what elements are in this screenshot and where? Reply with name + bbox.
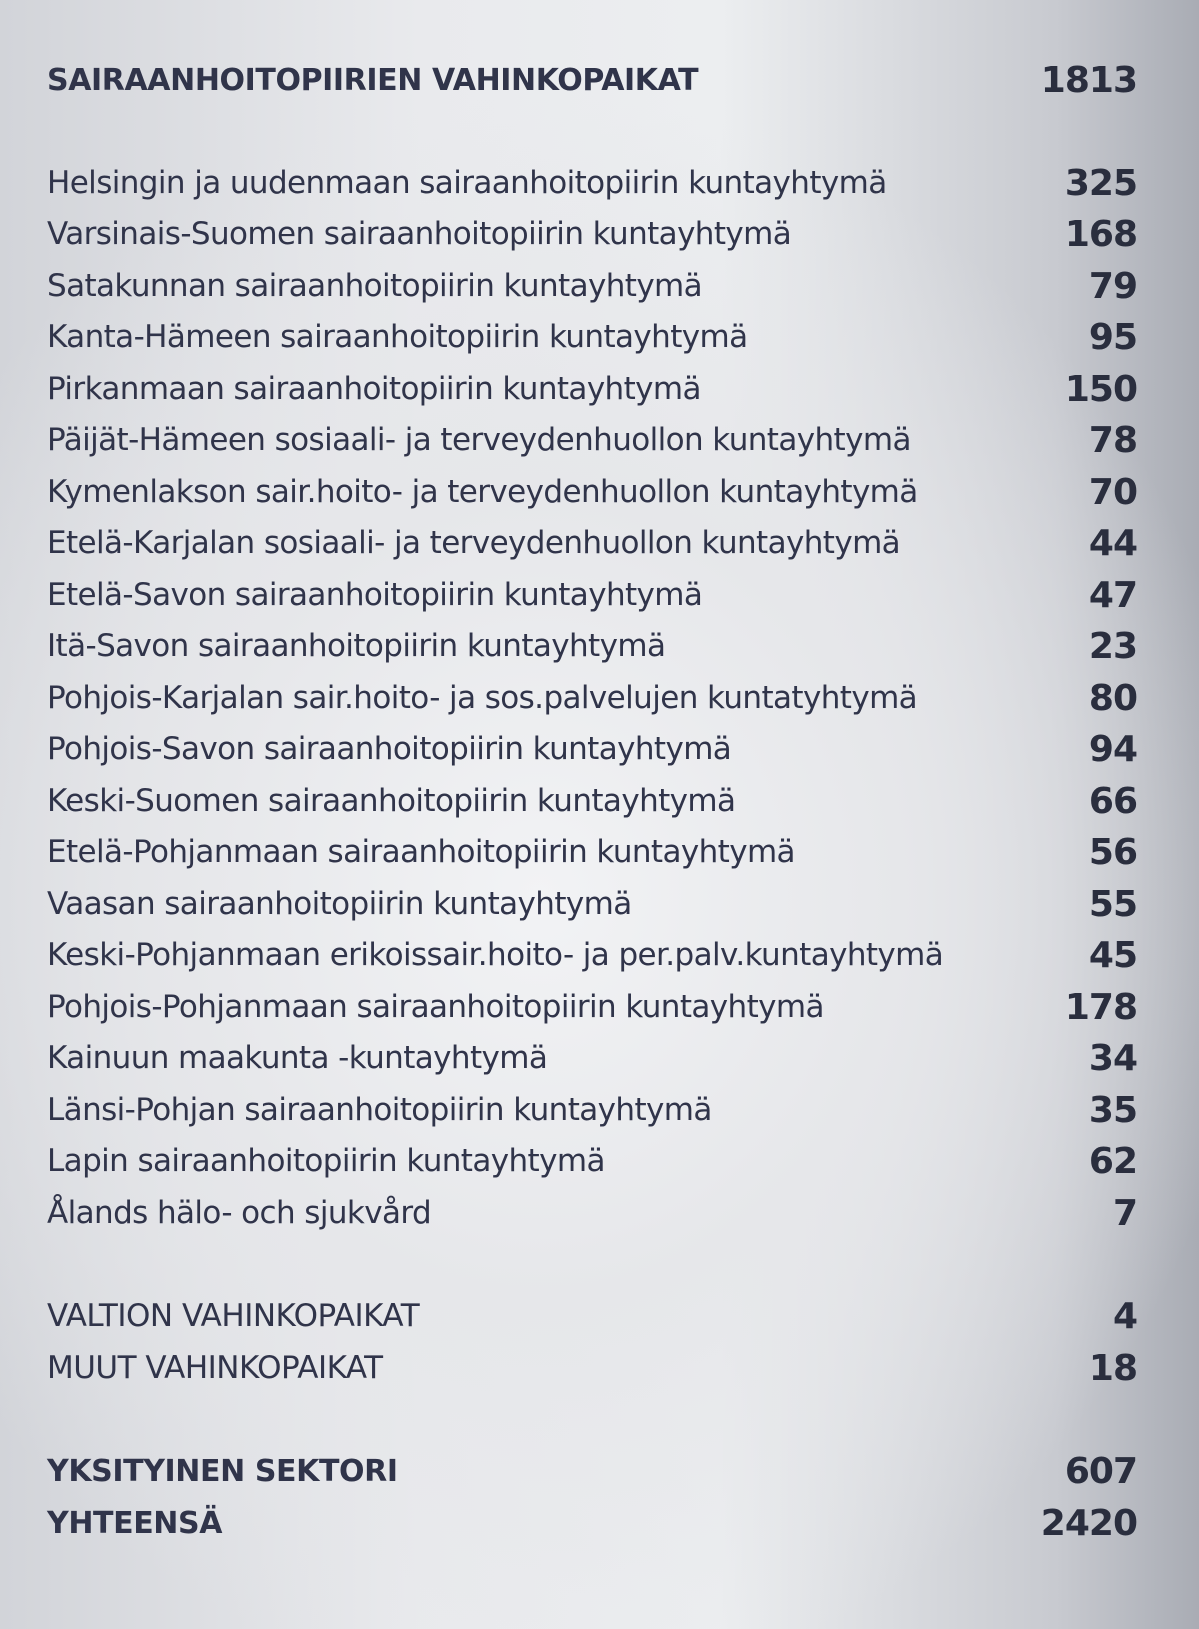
district-row xyxy=(47,569,1137,621)
district-value: 47 xyxy=(1088,574,1137,616)
district-row xyxy=(47,1084,1137,1136)
district-row xyxy=(47,981,1137,1033)
district-label: Pohjois-Pohjanmaan sairaanhoitopiirin kuntayhtymä xyxy=(47,989,824,1025)
district-label: Satakunnan sairaanhoitopiirin kuntayhtymä xyxy=(47,268,703,304)
private-sector-value: 607 xyxy=(1064,1450,1137,1492)
other-sites-row xyxy=(47,1342,1137,1394)
district-value: 45 xyxy=(1088,934,1137,976)
district-value: 35 xyxy=(1088,1089,1137,1131)
state-sites-label: VALTION VAHINKOPAIKAT xyxy=(47,1298,420,1334)
district-value: 80 xyxy=(1088,677,1137,719)
district-row xyxy=(47,157,1137,209)
header-row xyxy=(47,54,1137,106)
district-label: Pohjois-Karjalan sair.hoito- ja sos.palvelujen kuntatyhtymä xyxy=(47,680,918,716)
district-label: Lapin sairaanhoitopiirin kuntayhtymä xyxy=(47,1143,605,1179)
district-value: 70 xyxy=(1088,471,1137,513)
total-label: YHTEENSÄ xyxy=(47,1505,223,1541)
district-row xyxy=(47,826,1137,878)
district-label: Etelä-Savon sairaanhoitopiirin kuntayhtymä xyxy=(47,577,703,613)
district-row xyxy=(47,208,1137,260)
district-label: Kainuun maakunta -kuntayhtymä xyxy=(47,1040,548,1076)
district-value: 44 xyxy=(1088,522,1137,564)
district-value: 94 xyxy=(1088,728,1137,770)
district-row xyxy=(47,1135,1137,1187)
district-label: Etelä-Pohjanmaan sairaanhoitopiirin kuntayhtymä xyxy=(47,834,795,870)
district-label: Pirkanmaan sairaanhoitopiirin kuntayhtymä xyxy=(47,371,701,407)
district-value: 168 xyxy=(1064,213,1137,255)
district-row xyxy=(47,466,1137,518)
district-value: 55 xyxy=(1088,883,1137,925)
state-sites-row xyxy=(47,1290,1137,1342)
district-label: Etelä-Karjalan sosiaali- ja terveydenhuollon kuntayhtymä xyxy=(47,525,901,561)
district-value: 78 xyxy=(1088,419,1137,461)
district-value: 7 xyxy=(1112,1192,1137,1234)
header-label: SAIRAANHOITOPIIRIEN VAHINKOPAIKAT xyxy=(47,62,699,98)
district-row xyxy=(47,878,1137,930)
state-sites-value: 4 xyxy=(1112,1295,1137,1337)
district-value: 62 xyxy=(1088,1140,1137,1182)
district-label: Länsi-Pohjan sairaanhoitopiirin kuntayhtymä xyxy=(47,1092,712,1128)
other-sites-label: MUUT VAHINKOPAIKAT xyxy=(47,1350,383,1386)
district-row xyxy=(47,929,1137,981)
district-label: Keski-Pohjanmaan erikoissair.hoito- ja per.palv.kuntayhtymä xyxy=(47,937,944,973)
district-value: 34 xyxy=(1088,1037,1137,1079)
district-label: Helsingin ja uudenmaan sairaanhoitopiirin kuntayhtymä xyxy=(47,165,887,201)
district-label: Vaasan sairaanhoitopiirin kuntayhtymä xyxy=(47,886,632,922)
total-value: 2420 xyxy=(1040,1502,1137,1544)
district-label: Keski-Suomen sairaanhoitopiirin kuntayhtymä xyxy=(47,783,736,819)
district-value: 66 xyxy=(1088,780,1137,822)
district-value: 79 xyxy=(1088,265,1137,307)
district-label: Kanta-Hämeen sairaanhoitopiirin kuntayhtymä xyxy=(47,319,748,355)
district-row xyxy=(47,311,1137,363)
district-label: Kymenlakson sair.hoito- ja terveydenhuollon kuntayhtymä xyxy=(47,474,918,510)
district-row xyxy=(47,363,1137,415)
district-row xyxy=(47,620,1137,672)
district-label: Pohjois-Savon sairaanhoitopiirin kuntayhtymä xyxy=(47,731,732,767)
district-row xyxy=(47,1187,1137,1239)
district-value: 95 xyxy=(1088,316,1137,358)
district-row xyxy=(47,723,1137,775)
district-row xyxy=(47,1032,1137,1084)
district-row xyxy=(47,414,1137,466)
district-label: Ålands hälo- och sjukvård xyxy=(47,1195,432,1231)
total-row xyxy=(47,1497,1137,1549)
district-label: Päijät-Hämeen sosiaali- ja terveydenhuollon kuntayhtymä xyxy=(47,422,911,458)
district-value: 56 xyxy=(1088,831,1137,873)
district-label: Itä-Savon sairaanhoitopiirin kuntayhtymä xyxy=(47,628,666,664)
district-label: Varsinais-Suomen sairaanhoitopiirin kuntayhtymä xyxy=(47,216,792,252)
district-row xyxy=(47,672,1137,724)
header-value: 1813 xyxy=(1040,59,1137,101)
district-row xyxy=(47,517,1137,569)
district-row xyxy=(47,775,1137,827)
district-value: 23 xyxy=(1088,625,1137,667)
private-sector-label: YKSITYINEN SEKTORI xyxy=(47,1453,398,1489)
district-value: 178 xyxy=(1064,986,1137,1028)
district-row xyxy=(47,260,1137,312)
district-value: 150 xyxy=(1064,368,1137,410)
private-sector-row xyxy=(47,1445,1137,1497)
district-value: 325 xyxy=(1064,162,1137,204)
other-sites-value: 18 xyxy=(1088,1347,1137,1389)
